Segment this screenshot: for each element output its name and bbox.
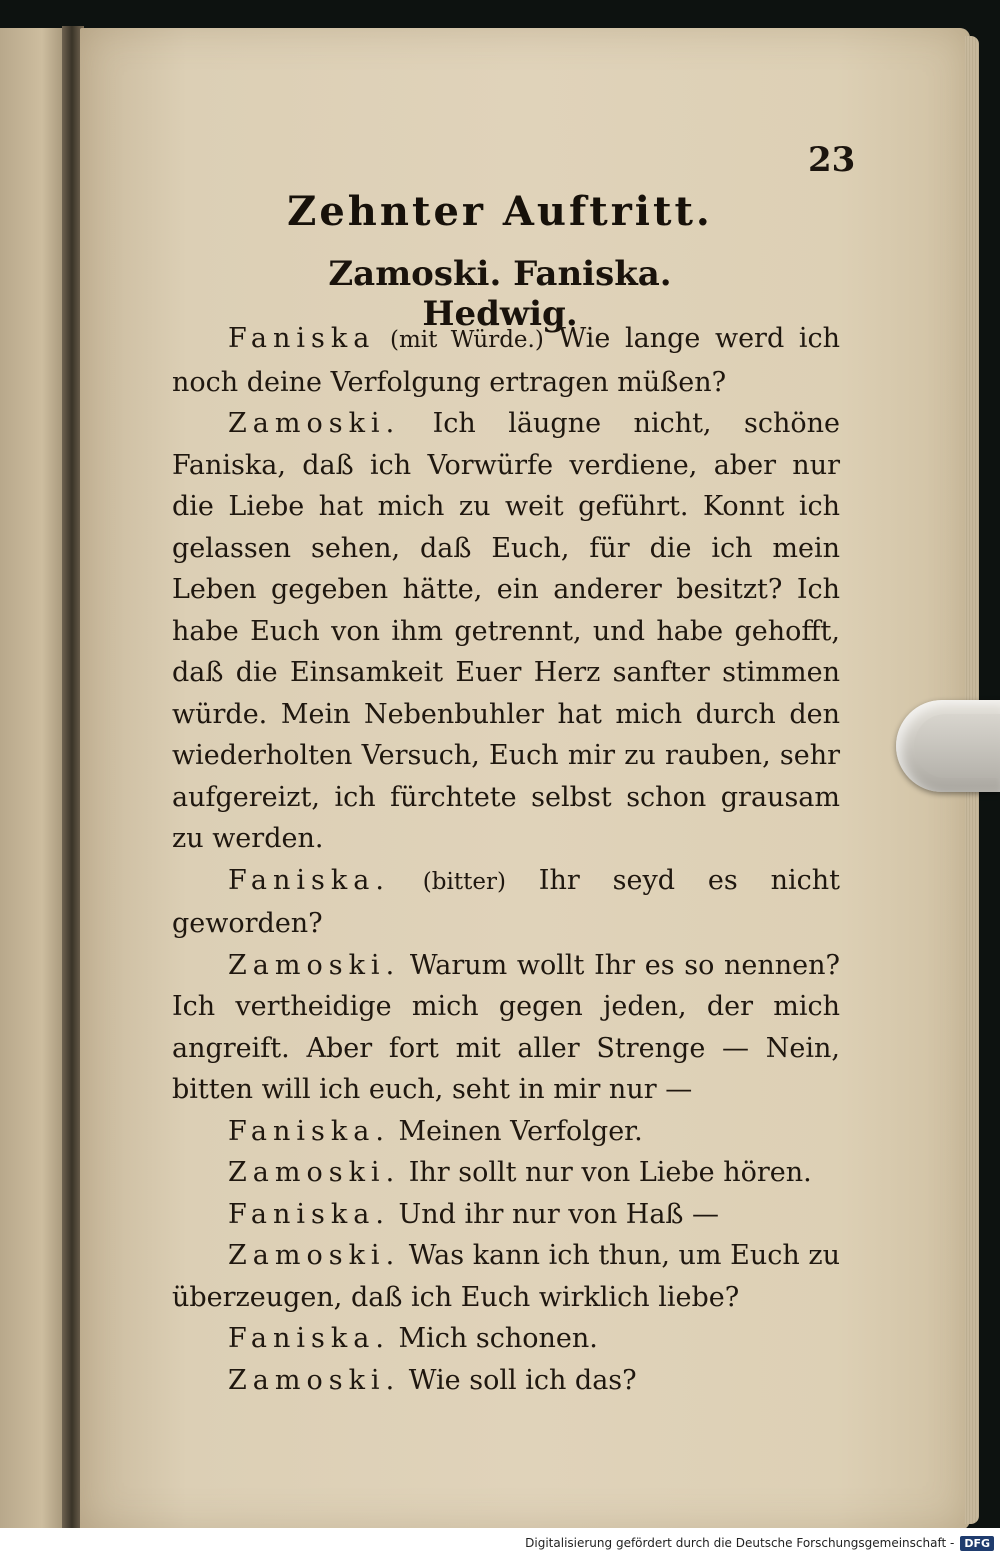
dialogue-paragraph [172,1152,840,1194]
dialogue-paragraph [172,318,840,403]
dialogue-text: Wie soll ich das? [408,1364,637,1396]
page-clip-highlight [914,714,1000,778]
dialogue-text: Meinen Verfolger. [398,1115,643,1147]
dialogue-paragraph [172,1318,840,1360]
dialogue-paragraph [172,403,840,860]
speaker-name: Faniska [228,323,376,354]
dialogue-text: Und ihr nur von Haß — [398,1198,720,1230]
page-clip [896,700,1000,792]
digitization-footer [0,1528,1000,1558]
stage-direction: (bitter) [422,868,506,895]
scene-heading: Zehnter Auftritt. [287,188,713,235]
dialogue-text: Warum wollt Ihr es so nennen? Ich vertheidige mich gegen jeden, der mich angreift. Aber fort mit aller Strenge — Nein, bitten will ich euch, seht in mir nur — [172,949,840,1105]
dialogue-text: Was kann ich thun, um Euch zu überzeugen, daß ich Euch wirklich liebe? [172,1240,840,1313]
speaker-name: Faniska. [228,1115,390,1147]
speaker-name: Zamoski. [228,949,401,981]
speaker-name: Zamoski. [228,1157,401,1188]
play-text [172,318,840,1401]
left-page [0,28,70,1528]
scene-persons: Zamoski. Faniska. Hedwig. [328,254,672,334]
dialogue-paragraph [172,1194,840,1236]
speaker-name: Zamoski. [228,1240,401,1271]
dialogue-text: Ihr sollt nur von Liebe hören. [408,1157,812,1188]
stage-direction: (mit Würde.) [389,327,544,353]
speaker-name: Faniska. [228,864,390,896]
speaker-name: Zamoski. [228,408,401,439]
dialogue-text: Mich schonen. [398,1323,598,1354]
dialogue-text: Ihr seyd es nicht geworden? [172,864,840,939]
dialogue-paragraph [172,1360,840,1402]
dialogue-paragraph [172,1111,840,1153]
dfg-logo: DFG [960,1536,994,1551]
speaker-name: Zamoski. [228,1364,401,1396]
dialogue-text: Ich läugne nicht, schöne Faniska, daß ich Vorwürfe verdiene, aber nur die Liebe hat mich zu weit geführt. Konnt ich gelassen sehen, daß Euch, für die ich mein Leben gegeben hätte, ein anderer besitzt? Ich habe Euch von ihm getrennt, und habe gehofft, daß die Einsamkeit Euer Herz sanfter stimmen würde. Mein Nebenbuhler hat mich durch den wiederholten Versuch, Euch mir zu rauben, sehr aufgereizt, ich fürchtete selbst schon grausam zu werden. [172,408,840,854]
page-number: 23 [808,140,856,180]
dialogue-text: Wie lange werd ich noch deine Verfolgung ertragen müßen? [172,323,840,398]
dialogue-paragraph [172,1235,840,1318]
dialogue-paragraph [172,860,840,945]
speaker-name: Faniska. [228,1323,390,1354]
speaker-name: Faniska. [228,1198,390,1230]
funding-notice: Digitalisierung gefördert durch die Deutsche Forschungsgemeinschaft - [525,1536,955,1550]
dialogue-paragraph [172,945,840,1111]
